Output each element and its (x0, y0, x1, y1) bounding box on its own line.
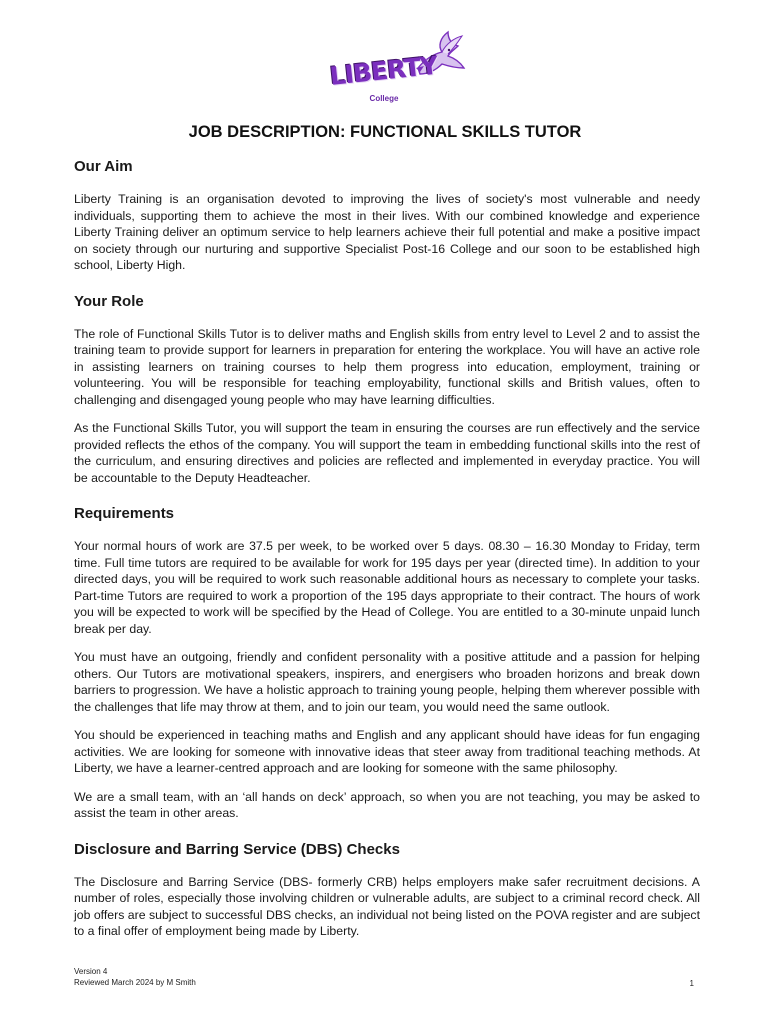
paragraph: The role of Functional Skills Tutor is to deliver maths and English skills from entry level to Level 2 and to assist the training team to provide support for learners in preparation for entering the workplace. You will have an active role in assisting learners on training courses to help them progress into education, employment, training or volunteering. You will be responsible for teaching employability, functional skills and British values, often to challenging and disengaged young people who may have learning difficulties. (74, 326, 700, 407)
paragraph: The Disclosure and Barring Service (DBS- formerly CRB) helps employers make safer recruitment decisions. A number of roles, especially those involving children or vulnerable adults, are subject to a criminal record check. All job offers are subject to successful DBS checks, an individual not being listed on the POVA register and are subject to a final offer of employment being made by Liberty. (74, 874, 700, 938)
paragraph: We are a small team, with an ‘all hands on deck’ approach, so when you are not teaching, you may be asked to assist the team in other areas. (74, 789, 700, 820)
version-label: Version 4 (74, 967, 108, 976)
section-heading: Requirements (74, 505, 175, 522)
paragraph: Liberty Training is an organisation devoted to improving the lives of society's most vulnerable and needy individuals, supporting them to achieve the most in their lives. With our combined knowledge and experience Liberty Training deliver an optimum service to help learners achieve their full potential and make a positive impact on society through our nurturing and supportive Specialist Post-16 College and our soon to be established high school, Liberty High. (74, 192, 700, 272)
logo-wordmark: LIBERTY (328, 50, 439, 91)
page-number: 1 (689, 979, 694, 988)
section-your-role (74, 292, 700, 487)
section-dbs-checks (74, 840, 700, 940)
paragraph: You must have an outgoing, friendly and confident personality with a positive attitude and a passion for helping others. Our Tutors are motivational speakers, inspirers, and energisers who broaden horizons and break down barriers to progression. We have a holistic approach to training young people, helping them wherever possible with the challenges that life may throw at them, and to join our team, you would need the same outlook. (74, 650, 700, 714)
page-title: JOB DESCRIPTION: FUNCTIONAL SKILLS TUTOR (188, 123, 582, 141)
section-heading: Our Aim (74, 158, 133, 175)
paragraph: As the Functional Skills Tutor, you will support the team in ensuring the courses are run effectively and the service provided reflects the ethos of the company. You will support the team in embedding functional skills into the rest of the curriculum, and ensuring directives and policies are reflected and implemented in everyday practice. You will be accountable to the Deputy Headteacher. (74, 421, 700, 485)
section-requirements (74, 504, 700, 822)
paragraph: Your normal hours of work are 37.5 per week, to be worked over 5 days. 08.30 – 16.30 Monday to Friday, term time. Full time tutors are required to be available for work for 195 days per year (directed time). In addition to your directed days, you will be required to work such reasonable additional hours as necessary to complete your tasks. Part-time Tutors are required to work a proportion of the 195 days appropriate to their contract. The hours of work you will be expected to work will be specified by the Head of College. You are entitled to a 30-minute unpaid lunch break per day. (74, 539, 700, 636)
page-footer (74, 966, 700, 988)
section-our-aim (74, 157, 700, 274)
section-heading: Disclosure and Barring Service (DBS) Checks (74, 840, 400, 858)
logo-subtitle: College (369, 94, 399, 103)
liberty-college-logo (330, 28, 470, 110)
reviewed-label: Reviewed March 2024 by M Smith (74, 978, 196, 987)
section-heading: Your Role (74, 292, 144, 310)
paragraph: You should be experienced in teaching maths and English and any applicant should have ideas for fun engaging activities. We are looking for someone with innovative ideas that steer away from traditional teaching methods. At Liberty, we have a learner-centred approach and are looking for someone with the same philosophy. (74, 728, 700, 775)
document-body (74, 151, 700, 940)
